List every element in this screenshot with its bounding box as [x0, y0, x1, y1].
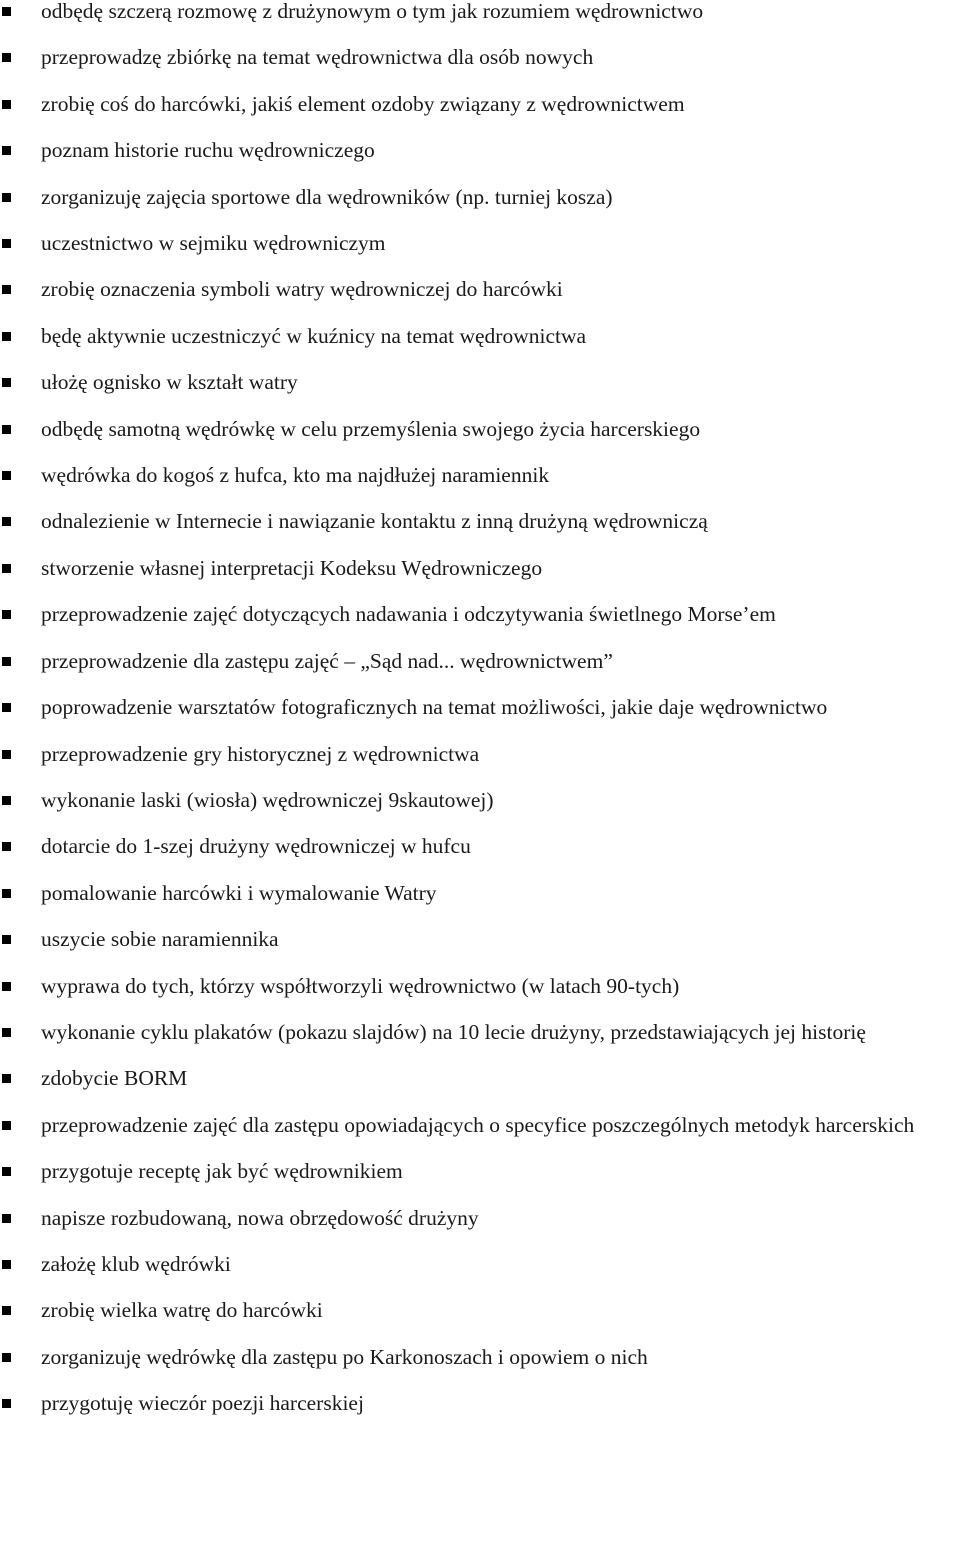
list-item	[0, 1287, 960, 1333]
square-bullet-icon	[2, 425, 11, 434]
square-bullet-icon	[2, 982, 11, 991]
square-bullet-icon	[2, 1214, 11, 1223]
square-bullet-icon	[2, 100, 11, 109]
list-item-text: zrobię coś do harcówki, jakiś element ozdoby związany z wędrownictwem	[41, 91, 685, 116]
square-bullet-icon	[2, 796, 11, 805]
list-item-text: ułożę ognisko w kształt watry	[41, 370, 298, 395]
list-item-text: przeprowadzenie zajęć dla zastępu opowiadających o specyfice poszczególnych metodyk harcerskich	[41, 1112, 915, 1137]
list-item-text: przeprowadzę zbiórkę na temat wędrownictwa dla osób nowych	[41, 45, 594, 70]
square-bullet-icon	[2, 1167, 11, 1176]
square-bullet-icon	[2, 935, 11, 944]
square-bullet-icon	[2, 657, 11, 666]
list-item	[0, 1055, 960, 1101]
list-item	[0, 81, 960, 127]
list-item	[0, 1380, 960, 1426]
list-item-text: stworzenie własnej interpretacji Kodeksu Wędrowniczego	[41, 555, 543, 580]
list-item	[0, 127, 960, 173]
list-item	[0, 1102, 960, 1148]
list-item-text: uczestnictwo w sejmiku wędrowniczym	[41, 231, 386, 256]
list-item-text: przygotuję wieczór poezji harcerskiej	[41, 1391, 364, 1416]
list-item	[0, 777, 960, 823]
list-item	[0, 313, 960, 359]
list-item	[0, 1148, 960, 1194]
list-item-text: wykonanie cyklu plakatów (pokazu slajdów) na 10 lecie drużyny, przedstawiających jej historię	[41, 1019, 866, 1044]
list-item	[0, 1195, 960, 1241]
square-bullet-icon	[2, 1306, 11, 1315]
square-bullet-icon	[2, 1353, 11, 1362]
square-bullet-icon	[2, 1399, 11, 1408]
list-item-text: odnalezienie w Internecie i nawiązanie kontaktu z inną drużyną wędrowniczą	[41, 509, 708, 534]
list-item-text: pomalowanie harcówki i wymalowanie Watry	[41, 880, 437, 905]
list-item-text: odbędę samotną wędrówkę w celu przemyślenia swojego życia harcerskiego	[41, 416, 701, 441]
list-item	[0, 498, 960, 544]
square-bullet-icon	[2, 1028, 11, 1037]
list-item-text: przygotuje receptę jak być wędrownikiem	[41, 1159, 403, 1184]
list-item-text: przeprowadzenie dla zastępu zajęć – „Sąd nad... wędrownictwem”	[41, 648, 613, 673]
list-item-text: zrobię wielka watrę do harcówki	[41, 1298, 323, 1323]
list-item-text: wędrówka do kogoś z hufca, kto ma najdłużej naramiennik	[41, 463, 550, 488]
list-item	[0, 1009, 960, 1055]
list-item	[0, 591, 960, 637]
list-item-text: przeprowadzenie zajęć dotyczących nadawania i odczytywania świetlnego Morse’em	[41, 602, 776, 627]
list-item	[0, 0, 960, 34]
list-item-text: poprowadzenie warsztatów fotograficznych na temat możliwości, jakie daje wędrownictwo	[41, 695, 828, 720]
square-bullet-icon	[2, 750, 11, 759]
square-bullet-icon	[2, 1074, 11, 1083]
list-item	[0, 963, 960, 1009]
list-item	[0, 916, 960, 962]
list-item-text: przeprowadzenie gry historycznej z wędrownictwa	[41, 741, 480, 766]
list-item-text: zrobię oznaczenia symboli watry wędrowniczej do harcówki	[41, 277, 563, 302]
square-bullet-icon	[2, 1260, 11, 1269]
list-item-text: odbędę szczerą rozmowę z drużynowym o tym jak rozumiem wędrownictwo	[41, 0, 704, 23]
list-item-text: zorganizuję wędrówkę dla zastępu po Karkonoszach i opowiem o nich	[41, 1344, 648, 1369]
list-item-text: będę aktywnie uczestniczyć w kuźnicy na temat wędrownictwa	[41, 323, 587, 348]
square-bullet-icon	[2, 7, 11, 16]
square-bullet-icon	[2, 285, 11, 294]
square-bullet-icon	[2, 889, 11, 898]
list-item-text: założę klub wędrówki	[41, 1251, 231, 1276]
square-bullet-icon	[2, 53, 11, 62]
list-item	[0, 731, 960, 777]
list-item	[0, 1334, 960, 1380]
list-item-text: poznam historie ruchu wędrowniczego	[41, 138, 375, 163]
square-bullet-icon	[2, 378, 11, 387]
list-item	[0, 359, 960, 405]
list-item	[0, 545, 960, 591]
list-item	[0, 174, 960, 220]
list-item	[0, 452, 960, 498]
square-bullet-icon	[2, 471, 11, 480]
square-bullet-icon	[2, 1121, 11, 1130]
square-bullet-icon	[2, 193, 11, 202]
list-item-text: zorganizuję zajęcia sportowe dla wędrowników (np. turniej kosza)	[41, 184, 613, 209]
list-item	[0, 1241, 960, 1287]
square-bullet-icon	[2, 842, 11, 851]
list-item	[0, 870, 960, 916]
square-bullet-icon	[2, 146, 11, 155]
list-item-text: zdobycie BORM	[41, 1066, 188, 1091]
square-bullet-icon	[2, 517, 11, 526]
square-bullet-icon	[2, 703, 11, 712]
list-item-text: dotarcie do 1-szej drużyny wędrowniczej w hufcu	[41, 834, 471, 859]
list-item	[0, 823, 960, 869]
list-item	[0, 684, 960, 730]
square-bullet-icon	[2, 332, 11, 341]
list-item	[0, 220, 960, 266]
list-item	[0, 406, 960, 452]
list-item	[0, 638, 960, 684]
list-item	[0, 34, 960, 80]
square-bullet-icon	[2, 610, 11, 619]
list-item-text: napisze rozbudowaną, nowa obrzędowość drużyny	[41, 1205, 479, 1230]
list-item	[0, 266, 960, 312]
list-item-text: uszycie sobie naramiennika	[41, 927, 279, 952]
list-item-text: wyprawa do tych, którzy współtworzyli wędrownictwo (w latach 90-tych)	[41, 973, 680, 998]
list-item-text: wykonanie laski (wiosła) wędrowniczej 9skautowej)	[41, 787, 494, 812]
square-bullet-icon	[2, 239, 11, 248]
square-bullet-icon	[2, 564, 11, 573]
